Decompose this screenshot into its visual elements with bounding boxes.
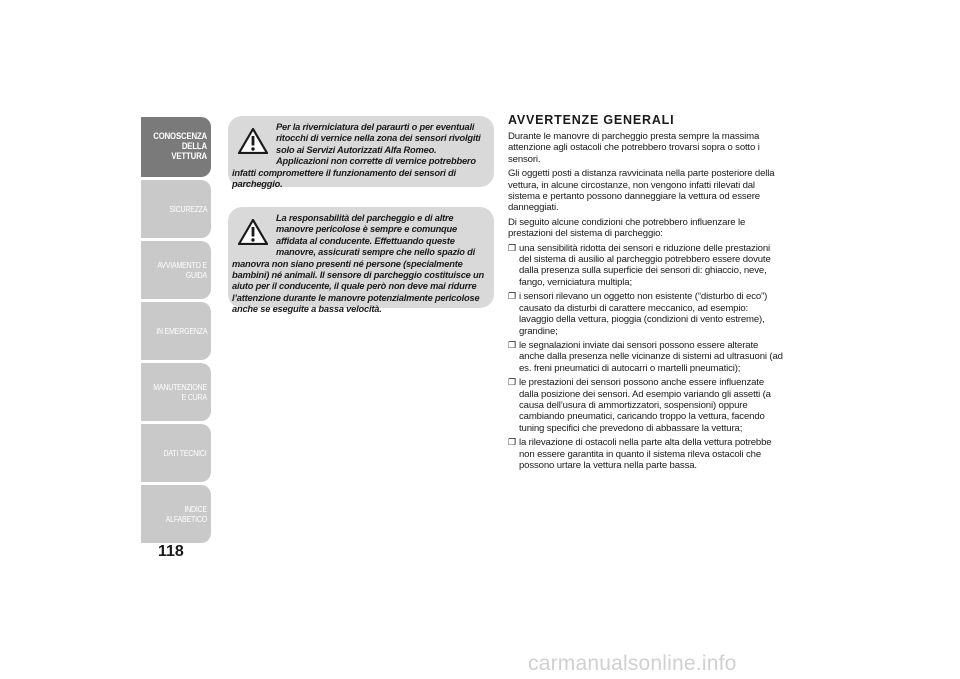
paragraph: Durante le manovre di parcheggio presta sempre la massima attenzione agli ostacoli che potrebbero trovarsi sopra o sotto i sensori.	[508, 131, 760, 165]
chapter-sidebar	[141, 117, 211, 546]
tab-dati-tecnici[interactable]	[141, 424, 211, 482]
conditions-list	[508, 243, 784, 472]
tab-conoscenza-della-vettura[interactable]	[141, 117, 211, 177]
list-item-text: i sensori rilevano un oggetto non esistente (“disturbo di eco”) causato da disturbi di carattere meccanico, ad esempio: lavaggio della vettura, pioggia (condizioni di vento estreme), grandine;	[519, 291, 768, 337]
tab-in-emergenza[interactable]	[141, 302, 211, 360]
general-warnings-section	[508, 113, 784, 474]
list-item	[508, 291, 784, 337]
watermark: carmanualsonline.info	[528, 652, 737, 675]
list-item-text: la rilevazione di ostacoli nella parte alta della vettura potrebbe non essere garantita in quanto il sistema rileva ostacoli che possono urtare la vettura nella parte bassa.	[519, 437, 772, 471]
paragraph: Gli oggetti posti a distanza ravvicinata nella parte posteriore della vettura, in alcune circostanze, non vengono infatti rilevati dal sistema e pertanto possono danneggiare la vettura od essere danneggiati.	[508, 168, 775, 214]
list-item	[508, 437, 784, 471]
checkbox-bullet-icon: ❒	[508, 291, 516, 302]
checkbox-bullet-icon: ❒	[508, 339, 516, 350]
checkbox-bullet-icon: ❒	[508, 242, 516, 253]
warning-box-paint	[228, 116, 494, 190]
list-item	[508, 243, 784, 289]
paragraph: Di seguito alcune condizioni che potrebbero influenzare le prestazioni del sistema di parcheggio:	[508, 216, 746, 240]
list-item	[508, 340, 784, 374]
warning-box-responsibility	[228, 207, 494, 315]
tab-label: IN EMERGENZA	[155, 326, 207, 336]
section-title: AVVERTENZE GENERALI	[508, 113, 675, 127]
warning-triangle-icon	[238, 128, 268, 154]
checkbox-bullet-icon: ❒	[508, 377, 516, 388]
tab-label: SICUREZZA	[168, 204, 207, 214]
page-number: 118	[158, 543, 184, 560]
tab-label: AVVIAMENTO E GUIDA	[157, 260, 207, 280]
checkbox-bullet-icon: ❒	[508, 437, 516, 448]
tab-manutenzione-e-cura[interactable]	[141, 363, 211, 421]
tab-sicurezza[interactable]	[141, 180, 211, 238]
warning-text: Per la riverniciatura del paraurti o per eventuali ritocchi di vernice nella zona dei sensori rivolgiti solo ai Servizi Autorizzati Alfa Romeo. Applicazioni non corrette di vernice potrebbero infatti compromettere il funzionamento dei sensori di parcheggio.	[232, 122, 481, 190]
warning-triangle-icon	[238, 219, 268, 245]
list-item	[508, 377, 784, 434]
list-item-text: le prestazioni dei sensori possono anche essere influenzate dalla posizione dei sensori. Ad esempio variando gli assetti (a causa dell’usura di ammortizzatori, sospensioni) oppure cambiando pneumatici, caricando troppo la vettura, facendo tuning specifici che prevedono di abbassare la vettura;	[519, 377, 771, 434]
tab-label: INDICE ALFABETICO	[165, 504, 207, 524]
tab-avviamento-e-guida[interactable]	[141, 241, 211, 299]
list-item-text: una sensibilità ridotta dei sensori e riduzione delle prestazioni del sistema di ausilio al parcheggio potrebbero essere dovute dalla presenza sulla superficie dei sensori di: ghiaccio, neve, fango, verniciatura multipla;	[519, 242, 771, 288]
list-item-text: le segnalazioni inviate dai sensori possono essere alterate anche dalla presenza nelle vicinanze di sistemi ad ultrasuoni (ad es. freni pneumatici di autocarri o martelli pneumatici);	[519, 339, 783, 374]
tab-indice-alfabetico[interactable]	[141, 485, 211, 543]
warning-text: La responsabilità del parcheggio e di altre manovre pericolose è sempre e comunque affidata al conducente. Effettuando queste manovre, assicurati sempre che nello spazio di manovra non siano presenti né persone (specialmente bambini) né animali. Il sensore di parcheggio costituisce un aiuto per il conducente, il quale però non deve mai ridurre l’attenzione durante le manovre potenzialmente pericolose anche se eseguite a bassa velocità.	[232, 213, 484, 315]
tab-label: CONOSCENZA DELLA VETTURA	[153, 131, 207, 162]
tab-label: DATI TECNICI	[163, 448, 207, 458]
tab-label: MANUTENZIONE E CURA	[153, 382, 207, 402]
